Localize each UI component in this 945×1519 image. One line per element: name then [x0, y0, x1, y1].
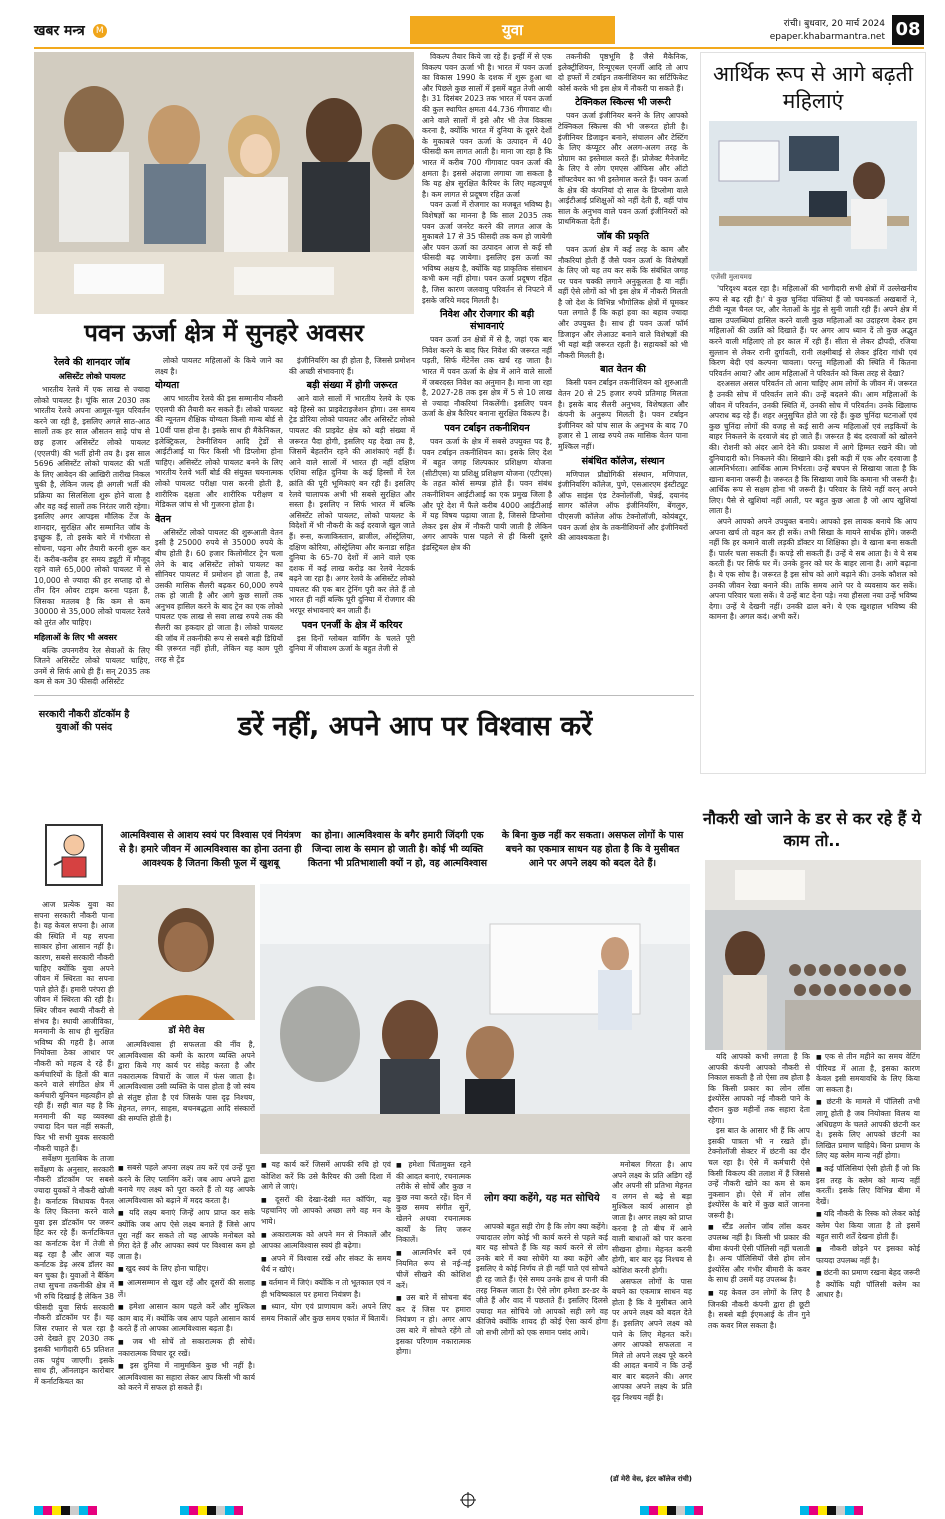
date-text: रांची। बुधवार, 20 मार्च 2024	[783, 19, 885, 29]
page-number: 08	[895, 19, 921, 40]
registration-marks-right	[640, 1500, 703, 1510]
meeting-photo	[260, 884, 690, 1154]
bullet-a-5: ■ हमेशा आसान काम पहले करें और मुश्किल काम बाद में। क्योंकि जब आप पहले आसान कार्य करते हैं तो आपका आत्मविश्वास बढ़ता है।	[118, 1302, 255, 1335]
article1-col2	[155, 356, 283, 689]
credit-text: (डॉ मेरी वेस, इंटर कॉलेज रांची)	[609, 1475, 692, 1483]
article1-col5	[558, 52, 688, 689]
registration-marks-left	[34, 1500, 97, 1510]
article1-col1	[34, 354, 150, 689]
section-label: युवा	[502, 21, 523, 39]
cartoon-figure-icon	[34, 815, 114, 890]
logo-m-icon: M	[93, 24, 107, 38]
sidebar2-text-left: यदि आपको कभी लगता है कि आपकी कंपनी आपको नौकरी से निकाल सकती है तो ऐसा तब होता है कि किसी प्रकार का लोन लॉस इंश्योरेंस आपको नई नौकरी पाने के दौरान कुछ महीनों तक सहारा देता रहेगा।	[708, 1052, 810, 1125]
pullquote-1	[118, 829, 303, 871]
col1-subhead2: असिस्टेंट लोको पायलट	[58, 372, 126, 381]
sidebar2-bullet-right-5: ■ नौकरी छोड़ने पर इसका कोई फायदा उपलब्ध नहीं है।	[816, 1244, 920, 1266]
bullet-b-2: ■ दूसरों की देखा-देखी मत कॉपिंग, यह पहचानिए जो आपको अच्छा लगे वह मन के भाये।	[261, 1195, 391, 1228]
article1-col3	[289, 356, 415, 689]
crosshair-icon	[460, 1492, 476, 1508]
bullet-b-5: ■ वर्तमान में जिएं। क्योंकि न तो भूतकाल एवं न ही भविष्यकाल पर हमारा नियंत्रण है।	[261, 1278, 391, 1300]
section-banner	[410, 16, 615, 44]
article1-headline	[34, 318, 414, 348]
bullet-a-7: ■ इस दुनिया में नामुमकिन कुछ भी नहीं है। आत्मविश्वास का सहारा लेकर आप किसी भी कार्य को करने में सफल हो सकते हैं।	[118, 1361, 255, 1394]
sidebar2-bullet-left-1: ■ स्टैंड अलोन जॉब लॉस कवर उपलब्ध नहीं है। किसी भी प्रकार की बीमा कंपनी ऐसी पॉलिसी नहीं चलाती है। अन्य पॉलिसियों जैसे होम लोन इंश्योरेंस और गंभीर बीमारी के कवर के साथ ही उसमें यह उपलब्ध है।	[708, 1222, 810, 1287]
article2-credit	[540, 1475, 692, 1484]
sidebar2-bullet-right-4: ■ यदि नौकरी के रिस्क को लेकर कोई क्लेम पेश किया जाता है तो इसमें बहुत सारी शर्तें देखना होती हैं।	[816, 1209, 920, 1242]
sidebar2-bullet-right-1: ■ एक से तीन महीने का समय वेटिंग पीरियड में आता है, इसका कारण केवल इसी समयावधि के लिए किया जा सकता है।	[816, 1052, 920, 1095]
sidebar2-col-right	[816, 1052, 920, 1482]
article2-bullets-a	[118, 1163, 255, 1488]
bullet-b-1: ■ यह कार्य करें जिसमें आपकी रुचि हो एवं कोशिश करें कि उसे कैरियर की उसी दिशा में आगे ले जाएं।	[261, 1160, 391, 1193]
article2-bullets-c	[396, 1160, 471, 1488]
office-photo	[709, 121, 917, 271]
students-illustration	[34, 52, 414, 314]
col5-subhead3: बात वेतन की	[600, 364, 646, 376]
author-photo	[118, 885, 255, 1020]
sidebar2-col-left	[708, 1052, 810, 1482]
article2-headline	[150, 710, 680, 744]
sidebar2-text-left2: इस बात के आसार भी हैं कि आप इसकी पात्रता भी न रखते हों। टेक्नोलॉजी सेक्टर में छंटनी का दौर चल रहा है। ऐसे में कर्मचारी ऐसे किसी विकल्प की तलाश में हैं जिससे उन्हें नौकरी खोने का कम से कम नुकसान हो। ऐसे में लोन लॉस इंश्योरेंस के बारे में कुछ बातें जानना जरूरी है।	[708, 1126, 810, 1220]
col5-text5: मणिपाल प्रौद्योगिकी संस्थान, मणिपाल, इंजीनियरिंग कॉलेज, पुणे, एसआरएम इंस्टीट्यूट ऑफ साइंस एंड टेक्नोलॉजी, चेन्नई, दयानंद सागर कॉलेज ऑफ इंजीनियरिंग, बेंगलुरु, पीएसजी कॉलेज ऑफ टेक्नोलॉजी, कोयंबटूर, पवन ऊर्जा क्षेत्र के तकनीशियनों और इंजीनियरों की आवश्यकता है।	[558, 469, 688, 543]
students-photo	[34, 52, 414, 314]
audience-illustration	[705, 860, 921, 1050]
author-name-text: डॉ मेरी वेस	[168, 1026, 205, 1036]
pullquote-1-text: आत्मविश्वास से आशय स्वयं पर विश्वास एवं नियंत्रण से है। हमारे जीवन में आत्मविश्वास का होना उतना ही आवश्यक है जितना किसी फूल में खुशबू	[119, 830, 302, 869]
office-illustration	[709, 121, 917, 271]
bullet-c-1: ■ हमेशा चिंतामुक्त रहने की आदत बनाएं, रचनात्मक तरीके से सोचें और कुछ न कुछ नया करते रहें। दिन में कुछ समय संगीत सुनें, खेलने अथवा रचनात्मक कार्यों के लिए जरूर निकालें।	[396, 1160, 471, 1246]
sidebar1-frame	[700, 52, 926, 774]
col1-text2: बल्कि उपनगरीय रेल सेवाओं के लिए जितने असिस्टेंट लोको पायलट चाहिए, उनमें से सिर्फ आधे ही हैं। सन् 2035 तक कम से कम 30 फीसदी असिस्टेंट	[34, 645, 150, 687]
col5-text4: किसी पवन टर्बाइन तकनीशियन को शुरुआती वेतन 20 से 25 हजार रुपये प्रतिमाह मिलता है। इसके बाद सैलरी अनुभव, विशेषज्ञता और कंपनी के अनुरूप मिलती है। पवन टर्बाइन इंजीनियर को पांच साल के अनुभव के बाद 70 हजार से 1 लाख रुपये तक मासिक वेतन पाना मुश्किल नहीं।	[558, 378, 688, 451]
article2-subhead	[476, 1192, 608, 1205]
sidebar2-left-bullets	[708, 1222, 810, 1332]
section-divider	[34, 695, 694, 696]
article1-col4	[422, 52, 552, 689]
sidebar2-headline	[700, 808, 924, 852]
intro-text: आत्मविश्वास ही सफलता की नींव है, आत्मविश्वास की कमी के कारण व्यक्ति अपने द्वारा किये गए कार्य पर संदेह करता है और नकारात्मक विचारों के जाल में फंस जाता है। आत्मविश्वास उसी व्यक्ति के पास होता है जो स्वंय से संतुष्ट होता है एवं जिसके पास दृढ़ निश्चय, मेहनत, लगन, साहस, बचनबद्धता आदि संस्कारों की सम्पत्ति होती है।	[118, 1040, 255, 1124]
col5-text: तकनीकी पृष्ठभूमि है जैसे मैकेनिक, इलेक्ट्रीशियन, रिन्यूएबल एनर्जी आदि तो आप दो हफ्तों में टर्बाइन तकनीशियन का सर्टिफिकेट कोर्स करके भी इस क्षेत्र में नौकरी पा सकते हैं।	[558, 52, 688, 93]
col3-text3: इस दिनों ग्लोबल वार्मिंग के चलते पूरी दुनिया में जीवाश्म ऊर्जा के बहुत तेजी से	[289, 633, 415, 654]
bullet-a-6: ■ जब भी सोचें तो सकारात्मक ही सोचें। नकारात्मक विचार दूर रखें।	[118, 1337, 255, 1359]
article2-intro	[118, 1040, 255, 1160]
col5-text3: पवन ऊर्जा क्षेत्र में कई तरह के काम और नौकरियां होती हैं जैसे पवन ऊर्जा के विशेषज्ञों के लिए जो यह तय कर सकें कि संबंधित जगह पर पवन चक्की लगाने अनुकूलता है या नहीं। वहीं ऐसे लोगों को भी इस क्षेत्र में नौकरी मिलती है जो देश के विभिन्न भौगोलिक क्षेत्रों में घूमकर पता लगाते हैं कि कहां हवा का बहाव ज्यादा और उपयुक्त है। साथ ही पवन ऊर्जा फॉर्म डिजाइन और लेआउट बनाने वाले विशेषज्ञों की भी यहां बड़ी जरूरत रहती है। सहायकों को भी नौकरी मिलती है।	[558, 244, 688, 360]
col4-subhead: निवेश और रोजगार की बड़ी संभावनाएं	[439, 309, 535, 333]
bullet-a-1: ■ सबसे पहले अपना लक्ष्य तय करें एवं उन्हें पूरा करने के लिए प्लानिंग करें। जब आप अपने द्वारा बनाये गए लक्ष्य को पूरा करते हैं तो यह आपके आत्मविश्वास को बढ़ाने में मदद करता है।	[118, 1163, 255, 1206]
col5-subhead: टेक्निकल स्किल्स भी जरूरी	[575, 97, 671, 109]
bullet-c-3: ■ उस बारे में सोचना बंद कर दें जिस पर हमारा नियंत्रण न हो। अगर आप उस बारे में सोचते रहेंगे तो इसका परिणाम नकारात्मक होगा।	[396, 1293, 471, 1358]
col2-text2: आप भारतीय रेलवे की इस सम्मानीय नौकरी एएलपी की तैयारी कर सकते हैं। लोको पायलट की न्यूनतम शैक्षिक योग्यता किसी मान्य बोर्ड से 10वीं पास होना है। इसके साथ ही मैकेनिकल, इलेक्ट्रिकल, टेक्नीशियन आदि ट्रेडों से आईटीआई या फिर किसी भी डिप्लोमा होना चाहिए। असिस्टेंट लोको पायलट बनने के लिए भारतीय रेलवे भर्ती बोर्ड की संयुक्त चयनात्मक लोको पायलट परीक्षा पास करनी होती है, शारीरिक दक्षता और शारीरिक परीक्षण व मेडिकल जांच से भी गुजरना होता है।	[155, 394, 283, 510]
col2-text3: असिस्टेंट लोको पायलट की शुरूआती वेतन इसी है 25000 रुपये से 35000 रुपये के बीच होती है। 60 हजार किलोमीटर ट्रेन चला लेने के बाद असिस्टेंट लोको पायलट का सीनियर पायलट में प्रमोशन हो जाता है, तब उसकी मासिक सैलरी बढ़कर 60,000 रुपये तक हो जाती है और आगे कुछ सालों तक अनुभव हासिल करने के बाद ट्रेन का एक लोको पायलट एक लाख से सवा लाख रुपये तक की सैलरी का हकदार हो जाता है। लोको पायलट की जॉब में तकनीकी रूप से सबसे बड़ी डिग्रियों की ज़रूरत नहीं होती, लेकिन यह काम पूरी तरह से ट्रेंड	[155, 527, 283, 664]
col2-subhead2: वेतन	[155, 513, 171, 525]
bullets-b-list	[261, 1160, 391, 1324]
article2-bullets-b	[261, 1160, 391, 1488]
sidebar2-headline-text: नौकरी खो जाने के डर से कर रहे हैं ये काम तो..	[702, 809, 922, 850]
kicker-text: सरकारी नौकरी डॉटकॉम है युवाओं की पसंद	[38, 709, 130, 733]
col-e-text: मनोबल गिरता है। आप अपने लक्ष्य के प्रति अडिग रहें और अपनी सी प्रतिभा मेहनत व लगन से बढ़े से बड़ा मुश्किल कार्य आसान हो जाता है। अगर लक्ष्य को प्राप्त करना है तो बीच में आने वाली बाधाओं को पार करना सीखना होगा। मेहनत करनी होगी, बार बार दृढ़ निश्चय से कोशिश करनी होगी।	[612, 1160, 692, 1275]
col4-text: विकल्प तैयार किये जा रहे हैं। इन्हीं में से एक विकल्प पवन ऊर्जा भी है। भारत में पवन ऊर्जा का विकास 1990 के दशक में शुरू हुआ था और पिछले कुछ सालों में इसमें बहुत तेजी आयी है। 31 दिसंबर 2023 तक भारत में पवन ऊर्जा की कुल स्थापित क्षमता 44.736 गीगावाट थी। आने वाले सालों में इसे और भी तेज विकास करना है, क्योंकि भारत में दुनिया के दूसरे देशों के मुकाबले पवन ऊर्जा के उत्पादन में 40 फीसदी कम लागत आती है। माना जा रहा है कि भारत में करीब 700 गीगावाट पवन ऊर्जा की क्षमता है। इससे अंदाजा लगाया जा सकता है कि यह क्षेत्र सुरक्षित कैरियर के लिए महत्वपूर्ण है। कम लागत से प्रदूषण रहित ऊर्जा	[422, 52, 552, 199]
bullet-c-2: ■ आत्मनिर्भर बनें एवं नियमित रूप से नई-नई चीजें सीखने की कोशिश करें।	[396, 1248, 471, 1291]
article2-left-col	[34, 900, 114, 1490]
col5-subhead4: संबंधित कॉलेज, संस्थान	[581, 455, 665, 467]
pullquote-3-text: के बिना कुछ नहीं कर सकता। असफल लोगों के पास बचने का एकमात्र साधन यह होता है कि वे मुसीबत आने पर अपने लक्ष्य को बदल देते हैं।	[501, 830, 684, 869]
dateline	[740, 18, 885, 44]
author-name	[118, 1023, 255, 1036]
col5-text2: पवन ऊर्जा इंजीनियर बनने के लिए आपको टेक्निकल स्किल्स की भी जरूरत होती है। इंजीनियर डिजाइन बनाने, संचालन और टेस्टिंग के लिए कंप्यूटर और अलग-अलग तरह के प्रोग्राम का इस्तेमाल करते हैं। प्रोजेक्ट मैनेजमेंट के लिए वे लोग एमएस ऑफिस और ऑटो सॉफ्टवेयर का भी इस्तेमाल करते हैं। पवन ऊर्जा के क्षेत्र की कंपनियां दो साल के डिप्लोमा वाले आईटीआई प्रशिक्षुओं को नहीं देती हैं, वहीं पांच साल के अनुभव वाले पवन ऊर्जा इंजीनियरों को प्राथमिकता देती हैं।	[558, 111, 688, 227]
sidebar2-bullet-right-3: ■ कई पॉलिसियां ऐसी होती हैं जो कि इस तरह के क्लेम को मान्य नहीं करतीं। इसके लिए विभिन्न बीमा में देखें।	[816, 1164, 920, 1207]
sidebar2-bullet-right-2: ■ छंटनी के मामले में पॉलिसी तभी लागू होती है जब नियोक्ता विलय या अधिग्रहण के चलते आपकी छंटनी कर दे। इसके लिए आपको छंटनी का लिखित प्रमाण चाहिये। बिना प्रमाण के लिए यह क्लेम मान्य नहीं होगा।	[816, 1097, 920, 1162]
col4-subhead2: पवन टर्बाइन तकनीशियन	[444, 423, 530, 434]
col2-subhead: योग्यता	[155, 380, 180, 392]
sidebar1-body	[701, 284, 925, 704]
bullet-b-3: ■ अकारात्मक को अपने मन से निकालें और आपका आत्मविश्वास स्वयं ही बढ़ेगा।	[261, 1230, 391, 1252]
pullquote-3	[500, 829, 685, 871]
article1-headline-text: पवन ऊर्जा क्षेत्र में सुनहरे अवसर	[84, 319, 364, 347]
col5-subhead2: जॉब की प्रकृति	[597, 230, 649, 242]
sidebar2-bullet-right-6: ■ छंटनी का प्रमाण रखना बेहद जरूरी है क्योंकि यही पॉलिसी क्लेम का आधार है।	[816, 1268, 920, 1301]
registration-marks-mid	[180, 1500, 243, 1510]
sidebar1-text: 'परिदृश्य बदल रहा है। महिलाओं की भागीदारी सभी क्षेत्रों में उल्लेखनीय रूप से बढ़ रही है।' ये कुछ चुनिंदा पंक्तियां हैं जो चयनकर्ता अखबारों ने, टीवी न्यूज चैनल पर, और नेताओं के मुंह से सुनी जाती रही हैं। अपने क्षेत्र में खास उपलब्धियां हासिल करने वाली कुछ महिलाओं का उदाहरण देकर हम महिलाओं की उन्नति को दिखाते हैं। पर अगर आप ध्यान दें तो कुछ अद्भुत करने वाली महिलाएं तो हर काल में रही हैं। सीता से लेकर द्रौपदी, रजिया सुल्तान से लेकर रानी दुर्गावती, रानी लक्ष्मीबाई से लेकर इंदिरा गांधी एवं किरण बेदी एवं कल्पना चावला। परन्तु महिलाओं की स्थिति में कितना परिवर्तन आया? और आम महिलाओं ने परिवर्तन को किस तरह से देखा?	[709, 284, 917, 378]
sidebar2-bullet-left-2: ■ यह केवल उन लोगों के लिए है जिनकी नौकरी कंपनी द्वारा ही छूटी है। सबसे बड़ी ईएमआई के तीन गुने तक कवर मिल सकता है।	[708, 1288, 810, 1331]
col3-text2: आने वाले सालों में भारतीय रेलवे के एक बड़े हिस्से का प्राइवेटाइजेशन होगा। उस समय ट्रेड डोरिया लोको पायलट और असिस्टेंट लोको पायलट की प्राइवेट क्षेत्र को बड़ी संख्या में जरूरत पैदा होगी, इसलिए यह देखा तय है, जिसमें बेहतरीन रहने की आशंकाएं नहीं हैं। आने वाले सालों में भारत ही नहीं दक्षिण एशिया सहित दुनिया के कई हिस्सों में रेल क्रांति की पूरी भूमिकाएं बन रही हैं। इसलिए रेलवे चालापक अभी भी सबसे सुरक्षित और सस्ता है। इसलिए न सिर्फ भारत में बल्कि असिस्टेंट लोको पायलट, लोको पायलट के विदेशों में भी नौकरी के कई दरवाजे खुल जाते हैं। रूस, कजाकिस्तान, ब्राजील, ऑस्ट्रेलिया, दक्षिण कोरिया, ऑस्ट्रेलिया और कनाडा सहित दुनिया के 65-70 देशों में आने वाले एक दशक में कई लाख करोड़ का रेलवे नेटवर्क बढ़ने जा रहा है। अगर रेलवे के असिस्टेंट लोको पायलट की एक बार ट्रेनिंग पूरी कर लेते हैं तो भारत ही नहीं बल्कि पूरी दुनिया में रोजगार की भरपूर संभावनाएं बन जाती हैं।	[289, 394, 415, 616]
article2-headline-text: डरें नहीं, अपने आप पर विश्वास करें	[237, 711, 593, 742]
col1-subhead3: महिलाओं के लिए भी अवसर	[34, 632, 117, 642]
bullet-a-4: ■ आत्मसम्मान से खुश रहें और दूसरों की सलाह लें।	[118, 1278, 255, 1300]
bullet-b-4: ■ अपने में विश्वास रखें और संकट के समय धैर्य न खोएं।	[261, 1254, 391, 1276]
col3-subhead: बड़ी संख्या में होगी जरूरत	[306, 380, 398, 392]
bullet-b-6: ■ ध्यान, योग एवं प्राणायाम करें। अपने लिए समय निकालें और कुछ समय एकांत में बितायें।	[261, 1302, 391, 1324]
audience-photo	[705, 860, 921, 1050]
author-portrait	[118, 885, 255, 1020]
col1-subhead: रेलवे की शानदार जॉब	[54, 357, 130, 368]
article2-subhead-text: लोग क्या कहेंगे, यह मत सोचिये	[484, 1193, 600, 1204]
article2-col-e	[612, 1160, 692, 1472]
masthead-logo	[34, 20, 134, 38]
article2-col-d	[476, 1222, 608, 1488]
col4-text4: पवन ऊर्जा के क्षेत्र में सबसे उपयुक्त पद है, पवन टर्बाइन तकनीशियन का। इसके लिए देश में बहुत जगह शिल्पकार प्रशिक्षण योजना (सीटीएस) या प्रशिक्षु प्रशिक्षण योजना (एटीएस) के तहत कोर्स सम्पन्न होते हैं। पवन संबंध तकनीशियन आईटीआई का एक प्रमुख जिला है और पूरे देश में फैले करीब 4000 आईटीआई में यह विषय पढ़ाया जाता है, जिससे डिप्लोमा लेकर इस क्षेत्र में नौकरी पायी जाती है लेकिन अगर आपके पास पहले से ही किसी दूसरे इंडस्ट्रियल क्षेत्र की	[422, 437, 552, 552]
bullet-a-2: ■ यदि लक्ष्य बनाएं जिन्हें आप प्राप्त कर सके क्योंकि जब आप ऐसे लक्ष्य बनाते हैं जिसे आप पूरा नहीं कर सकते तो यह आपके मनोबल को गिरा देते हैं और आपका स्वयं पर विश्वास कम हो जाता है।	[118, 1208, 255, 1262]
pullquote-2-text: का होना। आत्मविश्वास के बगैर हमारी जिंदगी एक जिन्दा लाश के समान हो जाती है। कोई भी व्यक्ति कितना भी प्रतिभाशाली क्यों न हो, वह आत्मविश्वास	[307, 830, 488, 869]
sidebar2-right-bullets	[816, 1052, 920, 1301]
cartoon-illustration	[34, 815, 114, 890]
bullets-a-list	[118, 1163, 255, 1394]
bullet-a-3: ■ खुद स्वयं के लिए होना चाहिए।	[118, 1264, 255, 1276]
page-number-box	[892, 15, 924, 45]
sidebar1-headline-text: आर्थिक रूप से आगे बढ़ती महिलाएं	[712, 62, 914, 113]
registration-marks-far-right	[800, 1500, 863, 1510]
logo-text: खबर मन्त्र	[34, 23, 85, 39]
sidebar1-headline	[701, 53, 925, 115]
sidebar1-text2: दरअसल असल परिवर्तन तो आना चाहिए आम लोगों के जीवन में। जरूरत है उनकी सोच में परिवर्तन लाने की। उन्हें बदलने की। आम महिलाओं के जीवन में परिवर्तन, उनकी स्थिति में, उनकी सोच में परिवर्तन। उनके खिलाफ अपराध बढ़ रहे हैं। शहर अनुसुचित होते जा रहे हैं। कुछ चुनिंदा घटनाओं एवं कुछ चुनिंदा लोगों की वजह से कई सारी अन्य महिलाओं एवं लड़कियों के बाहर निकलने के दरवाजे बंद हो जाते हैं। जरूरत है बंद दरवाजों को खोलने की। रोशनी को अंदर आने देने की। प्रकाश में आगे हिम्मत रखने की। जो दुनियादारी को। निकलने की। सिखाने की। इसी कड़ी में एक और दरवाजा है आत्मनिर्भरता। आर्थिक आत्म निर्भरता। उन्हें बचपन से सिखाया जाता है कि खाना बनाना जरूरी है। जरूरत है कि सिखाया जाये कि कमाना भी जरूरी है। आर्थिक रूप से सक्षम होना भी जरूरी है। परिवार के लिये नहीं वरन् अपने लिए। पैसे से खुशियां नहीं आती, पर बहुत कुछ आता है जो आप खुशियां लाता है।	[709, 379, 917, 516]
left-text: आज प्रत्येक युवा का सपना सरकारी नौकरी पाना है। वह केवल सपना है। आज की स्थिति में यह सपना साकार होना आसान नहीं है। कारण, सबसे सरकारी नौकरी चाहिए क्योंकि युवा अपने जीवन में स्थिरता का सपना पाले होते हैं। हमारी परंपरा ही जीवन में स्थिरता की रही है। स्थिर जीवन स्थायी नौकरी से संभव है। स्थायी आजीविका, मनमानी के साथ ही सुरक्षित भविष्य की गहरी है। आज नियोक्ता ठेका आधार पर नौकरी को महत्व दे रहे हैं। कर्मचारियों के हितों की बात करने वाले संगठित क्षेत्र में कर्मचारी यूनियन महत्वहीन हो रही हैं। सही बात यह है कि मनमानी की यह व्यवस्था ज्यादा दिन चल नहीं सकती, फिर भी सभी युवक सरकारी नौकरी चाहते हैं।	[34, 900, 114, 1153]
col2-text: लोको पायलट महिलाओं के किये जाने का लक्ष्य है।	[155, 356, 283, 376]
col4-text2: पवन ऊर्जा में रोजगार का मजबूत भविष्य है। विशेषज्ञों का मानना है कि साल 2035 तक पवन ऊर्जा जनरेट करने की लागत आज के मुकाबले 17 से 35 फीसदी तक कम हो जायेगी और पवन ऊर्जा का उत्पादन आज से कई सौ फीसदी बढ़ जायेगा। इसलिए इस ऊर्जा का भविष्य अक्षय है, क्योंकि यह प्राकृतिक संसाधन कभी कम नहीं होगा। पवन ऊर्जा प्रदूषण रहित है, जिस कारण जलवायु परिवर्तन से निपटने में इसके जरिये मदद मिलती है।	[422, 200, 552, 305]
sidebar1-text3: अपने आपको अपने उपयुक्त बनाये। आपको इस लायक बनाये कि आप अपना खर्च तो वहन कर ही सकें। तभी सिखा के मायने सार्थक होंगे। जरूरी नहीं कि हर कमाने वाली लड़की डॉक्टर या शिक्षिका हो। वे खाना बना सकती हैं। पार्लर चला सकती हैं। कपड़े सी सकती हैं। उन्हें ये सब आता है। वे ये सब करती हैं। पर सिर्फ घर में। उनके हुनर को घर के बाहर लाना है। आगे बढ़ाना है। ये एक सोच है। जरूरत है इस सोच को आगे बढ़ाने की। उनके कौशल को उनकी जीवन रेखा बनाने की। ताकि समय आने पर वे व्यवसाय कर सकें। अपना परिवार चला सकें। वे उन्हें बाट देना पड़े। नया हौसला नया उन्हें भविष्य देगा। उन्हें ये देखनी नहीं। उनकी ढाल बने। ये एक खुशहाल भविष्य की कामना है। अगल कदं। अभी करें।	[709, 517, 917, 622]
pullquote-2	[305, 829, 490, 871]
meeting-illustration	[260, 884, 690, 1154]
col-d-text: आपको बहुत सही रोग है कि लोग क्या कहेंगे। ज्यादातर लोग कोई भी कार्य करने से पहले कई बार यह सोचते हैं कि यह कार्य करने से लोग उनके बारे में क्या सोचेंगे या क्या कहेंगे और इसलिए वे कोई निर्णय ले ही नहीं पाते एवं सोचते ही रह जाते हैं। ऐसे समय उनके हाथ से पानी की तरह निकल जाता है। ऐसे लोग हमेशा डर-डर के जीते हैं और वाद में पछताते हैं। इसलिए दिलसे ज्यादा मत सोचिये जो आपको सही लगे वह कीजिये क्योंकि शायद ही कोई ऐसा कार्य होगा जो सभी लोगों को एक समान पसंद आये।	[476, 1222, 608, 1337]
col4-text3: पवन ऊर्जा उन क्षेत्रों में से है, जहां एक बार निवेश करने के बाद फिर निवेश की जरूरत नहीं पड़ती, सिर्फ मेंटेनेंस तक खर्च रह जाता है। भारत में पवन ऊर्जा के क्षेत्र में आने वाले सालों में जबरदस्त निवेश का अनुमान है। माना जा रहा है, 2027-28 तक इस क्षेत्र में 5 से 10 लाख से ज्यादा नौकरियां निकलेंगी। इसलिए पवन ऊर्जा के क्षेत्र कैरियर बनाना सुरक्षित विकल्प है।	[422, 335, 552, 419]
col-e2-text: असफल लोगों के पास बचने का एकमात्र साधन यह होता है कि वे मुसीबत आने पर अपने लक्ष्य को बदल देते हैं। इसलिए अपने लक्ष्य को पाने के लिए मेहनत करें। अगर आपको सफलता न मिले तो अपने लक्ष्य पूरे करने की आदत बनायें न कि उन्हें बार बार बदलने की। अगर आपका अपने लक्ष्य के प्रति दृढ़ निश्चय नहीं है।	[612, 1276, 692, 1403]
kicker-box	[34, 708, 134, 734]
site-url: epaper.khabarmantra.net	[769, 32, 885, 42]
sidebar1-byline: एजेंसी मुलायमग्र	[711, 273, 752, 281]
col3-subhead2: पवन एनर्जी के क्षेत्र में करियर	[301, 619, 403, 631]
col1-text: भारतीय रेलवे में एक लाख से ज्यादा लोको पायलट है। चूंकि साल 2030 तक भारतीय रेलवे अपना आमूल-चूल परिवर्तन करने जा रही है, इसलिए अगले साठ-आठ सालों तक हर साल औसतन साढ़े पांच से छह हजार असिस्टेंट लोको पायलट (एएलपी) की भर्ती होनी तय है। इस साल 5696 असिस्टेंट लोको पायलट की भर्ती के लिए आवेदन की आखिरी तारीख निकल चुकी है, लेकिन जल्द ही अगली भर्ती की प्रक्रिया का सिलसिला शुरू होने वाला है और वह कई सालों तक निरंतर जारी रहेगा। इसलिए अगर आपइस मौलिक टेंज के शानदार, सुरक्षित और सम्मानित जॉब के इच्छुक हैं, तो इसके बारे में गंभीरता से सोचना, पढ़ना और तैयारी करनी शुरू कर दें। करीब-करीब हर समय ड्यूटी में मौजूद रहने वाले 65,000 लोको पायलट में से 10,000 से ज्यादा की हर सप्ताह दो से तीन दिन ओवर टाइम करना पड़ता है, जिसका मतलब है कि कम से कम 30000 से 35,000 लोको पायलट रेलवे को तुरंत और चाहिए।	[34, 385, 150, 628]
bullets-c-list	[396, 1160, 471, 1358]
left-text2: सर्वेक्षण मुताबिक के ताजा सर्वेक्षण के अनुसार, सरकारी नौकरी डॉटकॉम पर सबसे ज्यादा युवकों ने नौकरी खोजी है। कर्नाटक विधायक पैनल के लिए कितना करने वाले युवा इस डॉटकॉम पर जरूर हिट कर रहे हैं। कर्नाटकियत का कर्नाटक देश में तेजी से बढ़ रहा है और आज यह कर्नाटक डेढ़ अरब डॉलर का बन चुका है। युवाओं ने बैंकिंग तथा सुचना तकनीकी क्षेत्र में भी रुचि दिखाई है लेकिन 38 फीसदी युवा सिर्फ सरकारी नौकरी डॉटकॉम पर हैं। यह जिस रफ्तार से चल रहा है उसे देखते हुए 2030 तक इसकी भागीदारी 65 प्रतिशत तक पहुंच जाएगी। इसके साथ ही, ऑनलाइन कारोबार में कर्नाटकियत का	[34, 1154, 114, 1386]
header-rule	[34, 47, 924, 49]
col3-text: इंजीनियरिंग का ही होता है, जिससे प्रमोशन की अच्छी संभावनाएं हैं।	[289, 356, 415, 376]
